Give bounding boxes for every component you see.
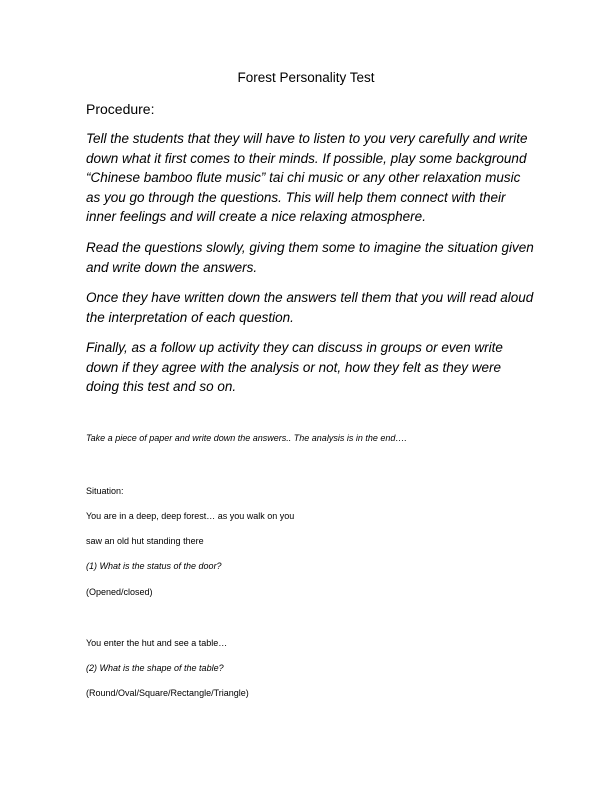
situation-text-line-1: You are in a deep, deep forest… as you walk on you <box>86 511 295 521</box>
procedure-paragraph-1: Tell the students that they will have to listen to you very carefully and write down what it first comes to their minds. If possible, play some background “Chinese bamboo flute music” tai chi music or any other relaxation music as you go through the questions. This will help them connect with their inner feelings and will create a nice relaxing atmosphere. <box>86 131 528 225</box>
question-1: (1) What is the status of the door? <box>86 561 222 571</box>
procedure-paragraph-4: Finally, as a follow up activity they can discuss in groups or even write down if they agree with the analysis or not, how they felt as they were doing this test and so on. <box>86 340 503 395</box>
situation-text-line-2: saw an old hut standing there <box>86 536 204 546</box>
question-1-options: (Opened/closed) <box>86 587 153 597</box>
instruction-note: Take a piece of paper and write down the answers.. The analysis is in the end…. <box>86 433 407 443</box>
procedure-heading: Procedure: <box>86 101 155 117</box>
procedure-paragraph-3: Once they have written down the answers tell them that you will read aloud the interpretation of each question. <box>86 290 534 325</box>
question-2: (2) What is the shape of the table? <box>86 663 224 673</box>
question-2-options: (Round/Oval/Square/Rectangle/Triangle) <box>86 688 249 698</box>
procedure-paragraph-2: Read the questions slowly, giving them some to imagine the situation given and write down the answers. <box>86 240 534 275</box>
document-title: Forest Personality Test <box>237 70 375 85</box>
situation-text-line-3: You enter the hut and see a table… <box>86 638 228 648</box>
situation-label: Situation: <box>86 486 124 496</box>
